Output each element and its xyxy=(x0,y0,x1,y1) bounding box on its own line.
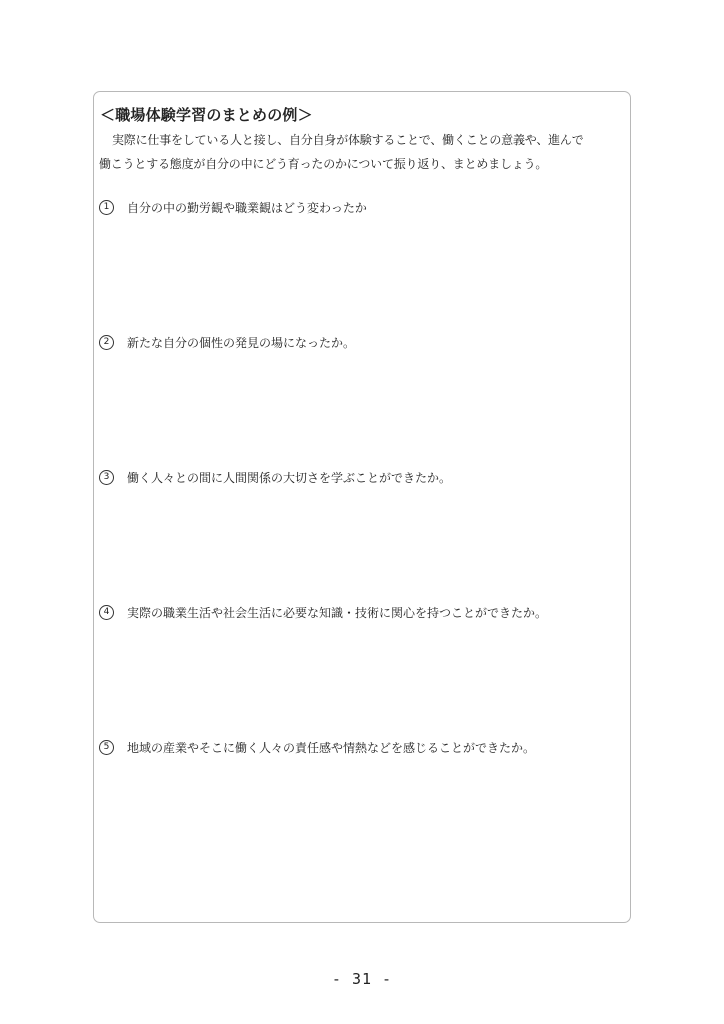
question-number: 4 xyxy=(99,605,114,620)
intro-line: 実際に仕事をしている人と接し、自分自身が体験することで、働くことの意義や、進んで xyxy=(112,133,584,147)
intro-line: 働こうとする態度が自分の中にどう育ったのかについて振り返り、まとめましょう。 xyxy=(99,157,548,171)
question-4 xyxy=(99,604,547,621)
answer-area-1[interactable] xyxy=(99,220,619,320)
question-5 xyxy=(99,739,535,756)
question-number: 1 xyxy=(99,200,114,215)
answer-area-3[interactable] xyxy=(99,490,619,590)
question-number: 2 xyxy=(99,335,114,350)
question-text: 自分の中の勤労観や職業観はどう変わったか xyxy=(127,201,367,215)
question-1 xyxy=(99,199,367,216)
page-number: - 31 - xyxy=(331,970,393,988)
answer-area-4[interactable] xyxy=(99,625,619,725)
question-3 xyxy=(99,469,451,486)
question-number: 3 xyxy=(99,470,114,485)
question-text: 新たな自分の個性の発見の場になったか。 xyxy=(127,336,356,350)
answer-area-5[interactable] xyxy=(99,760,619,860)
question-text: 働く人々との間に人間関係の大切さを学ぶことができたか。 xyxy=(127,471,452,485)
answer-area-2[interactable] xyxy=(99,355,619,455)
question-text: 実際の職業生活や社会生活に必要な知識・技術に関心を持つことができたか。 xyxy=(127,606,548,620)
question-text: 地域の産業やそこに働く人々の責任感や情熱などを感じることができたか。 xyxy=(127,741,536,755)
question-number: 5 xyxy=(99,740,114,755)
question-2 xyxy=(99,334,355,351)
worksheet-title: ＜職場体験学習のまとめの例＞ xyxy=(100,106,313,124)
intro-paragraph xyxy=(99,128,627,176)
